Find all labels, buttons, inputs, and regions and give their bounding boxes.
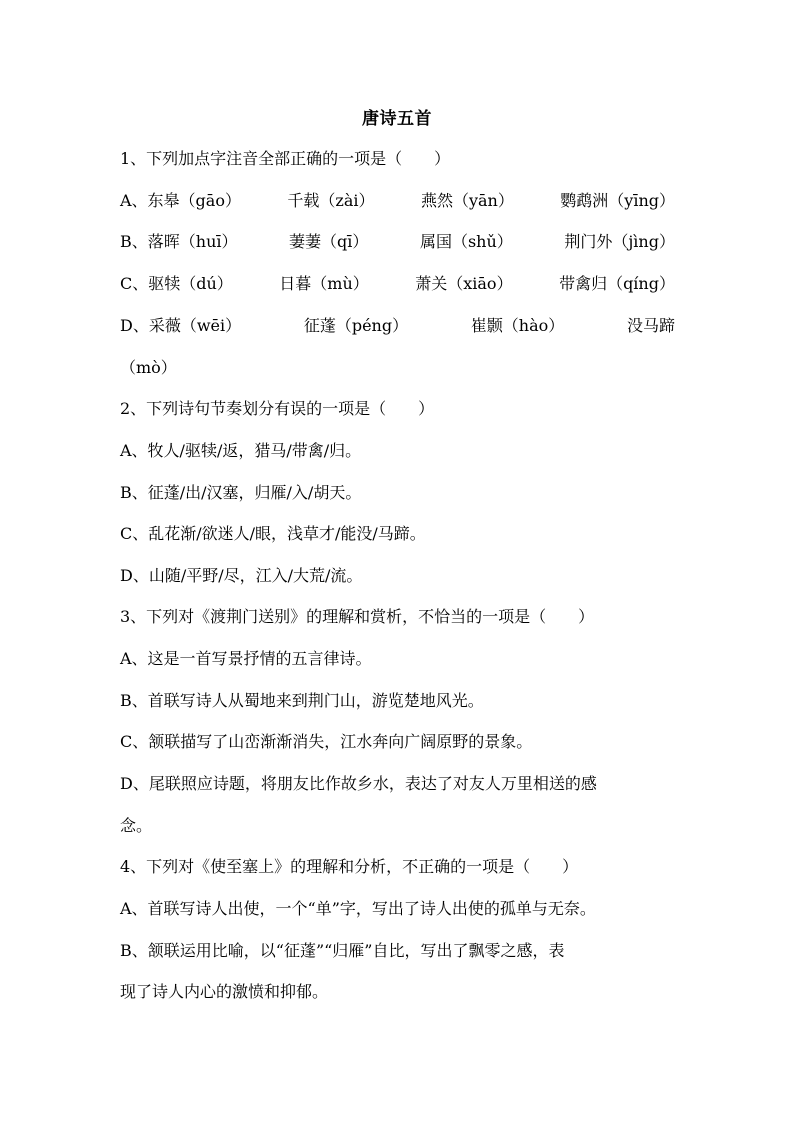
option-d-item: 没马蹄 <box>626 316 675 335</box>
option-c-item: 萧关（xiāo） <box>415 274 513 293</box>
option-b-item: 荆门外（jìng） <box>564 232 675 251</box>
question-4-option-b-continued: 现了诗人内心的激愤和抑郁。 <box>120 982 329 1001</box>
question-3-option-c: C、颔联描写了山峦渐渐消失，江水奔向广阔原野的景象。 <box>120 732 533 751</box>
option-c-item: 日暮（mù） <box>279 274 369 293</box>
option-b-item: 属国（shǔ） <box>419 232 513 251</box>
option-d-item: 崔颢（hào） <box>470 316 565 335</box>
question-3-stem: 3、下列对《渡荆门送别》的理解和赏析，不恰当的一项是（ ） <box>120 607 595 626</box>
question-4-stem: 4、下列对《使至塞上》的理解和分析，不正确的一项是（ ） <box>120 857 579 876</box>
option-a-item: 燕然（yān） <box>420 191 514 210</box>
question-3-option-d-continued: 念。 <box>120 816 153 835</box>
question-3-option-a: A、这是一首写景抒情的五言律诗。 <box>120 649 372 668</box>
question-2-stem: 2、下列诗句节奏划分有误的一项是（ ） <box>120 399 435 418</box>
question-4-option-a: A、首联写诗人出使，一个“单”字，写出了诗人出使的孤单与无奈。 <box>120 899 596 918</box>
option-c-item: 带禽归（qíng） <box>559 274 675 293</box>
question-4-option-b: B、颔联运用比喻，以“征蓬”“归雁”自比，写出了飘零之感，表 <box>120 941 565 960</box>
question-2-option-b: B、征蓬/出/汉塞，归雁/入/胡天。 <box>120 483 362 502</box>
option-d-item: 征蓬（péng） <box>303 316 409 335</box>
option-a-item: A、东皋（gāo） <box>120 191 241 210</box>
question-3-option-b: B、首联写诗人从蜀地来到荆门山，游览楚地风光。 <box>120 691 484 710</box>
question-1-option-b <box>120 230 675 254</box>
question-2-option-a: A、牧人/驱犊/返，猎马/带禽/归。 <box>120 441 362 460</box>
option-c-item: C、驱犊（dú） <box>120 274 233 293</box>
question-1-option-d <box>120 314 675 338</box>
question-2-option-c: C、乱花渐/欲迷人/眼，浅草才/能没/马蹄。 <box>120 524 426 543</box>
option-a-item: 千载（zài） <box>287 191 375 210</box>
option-b-item: B、落晖（huī） <box>120 232 238 251</box>
question-1-option-c <box>120 272 675 296</box>
option-a-item: 鹦鹉洲（yīng） <box>560 191 675 210</box>
option-d-item: D、采薇（wēi） <box>120 316 242 335</box>
question-1-option-a <box>120 189 675 213</box>
question-2-option-d: D、山随/平野/尽，江入/大荒/流。 <box>120 566 363 585</box>
question-1-option-d-continued: （mò） <box>120 358 177 377</box>
page-title: 唐诗五首 <box>362 109 432 129</box>
option-b-item: 萋萋（qī） <box>289 232 369 251</box>
question-1-stem: 1、下列加点字注音全部正确的一项是（ ） <box>120 149 451 168</box>
question-3-option-d: D、尾联照应诗题，将朋友比作故乡水，表达了对友人万里相送的感 <box>120 774 597 793</box>
